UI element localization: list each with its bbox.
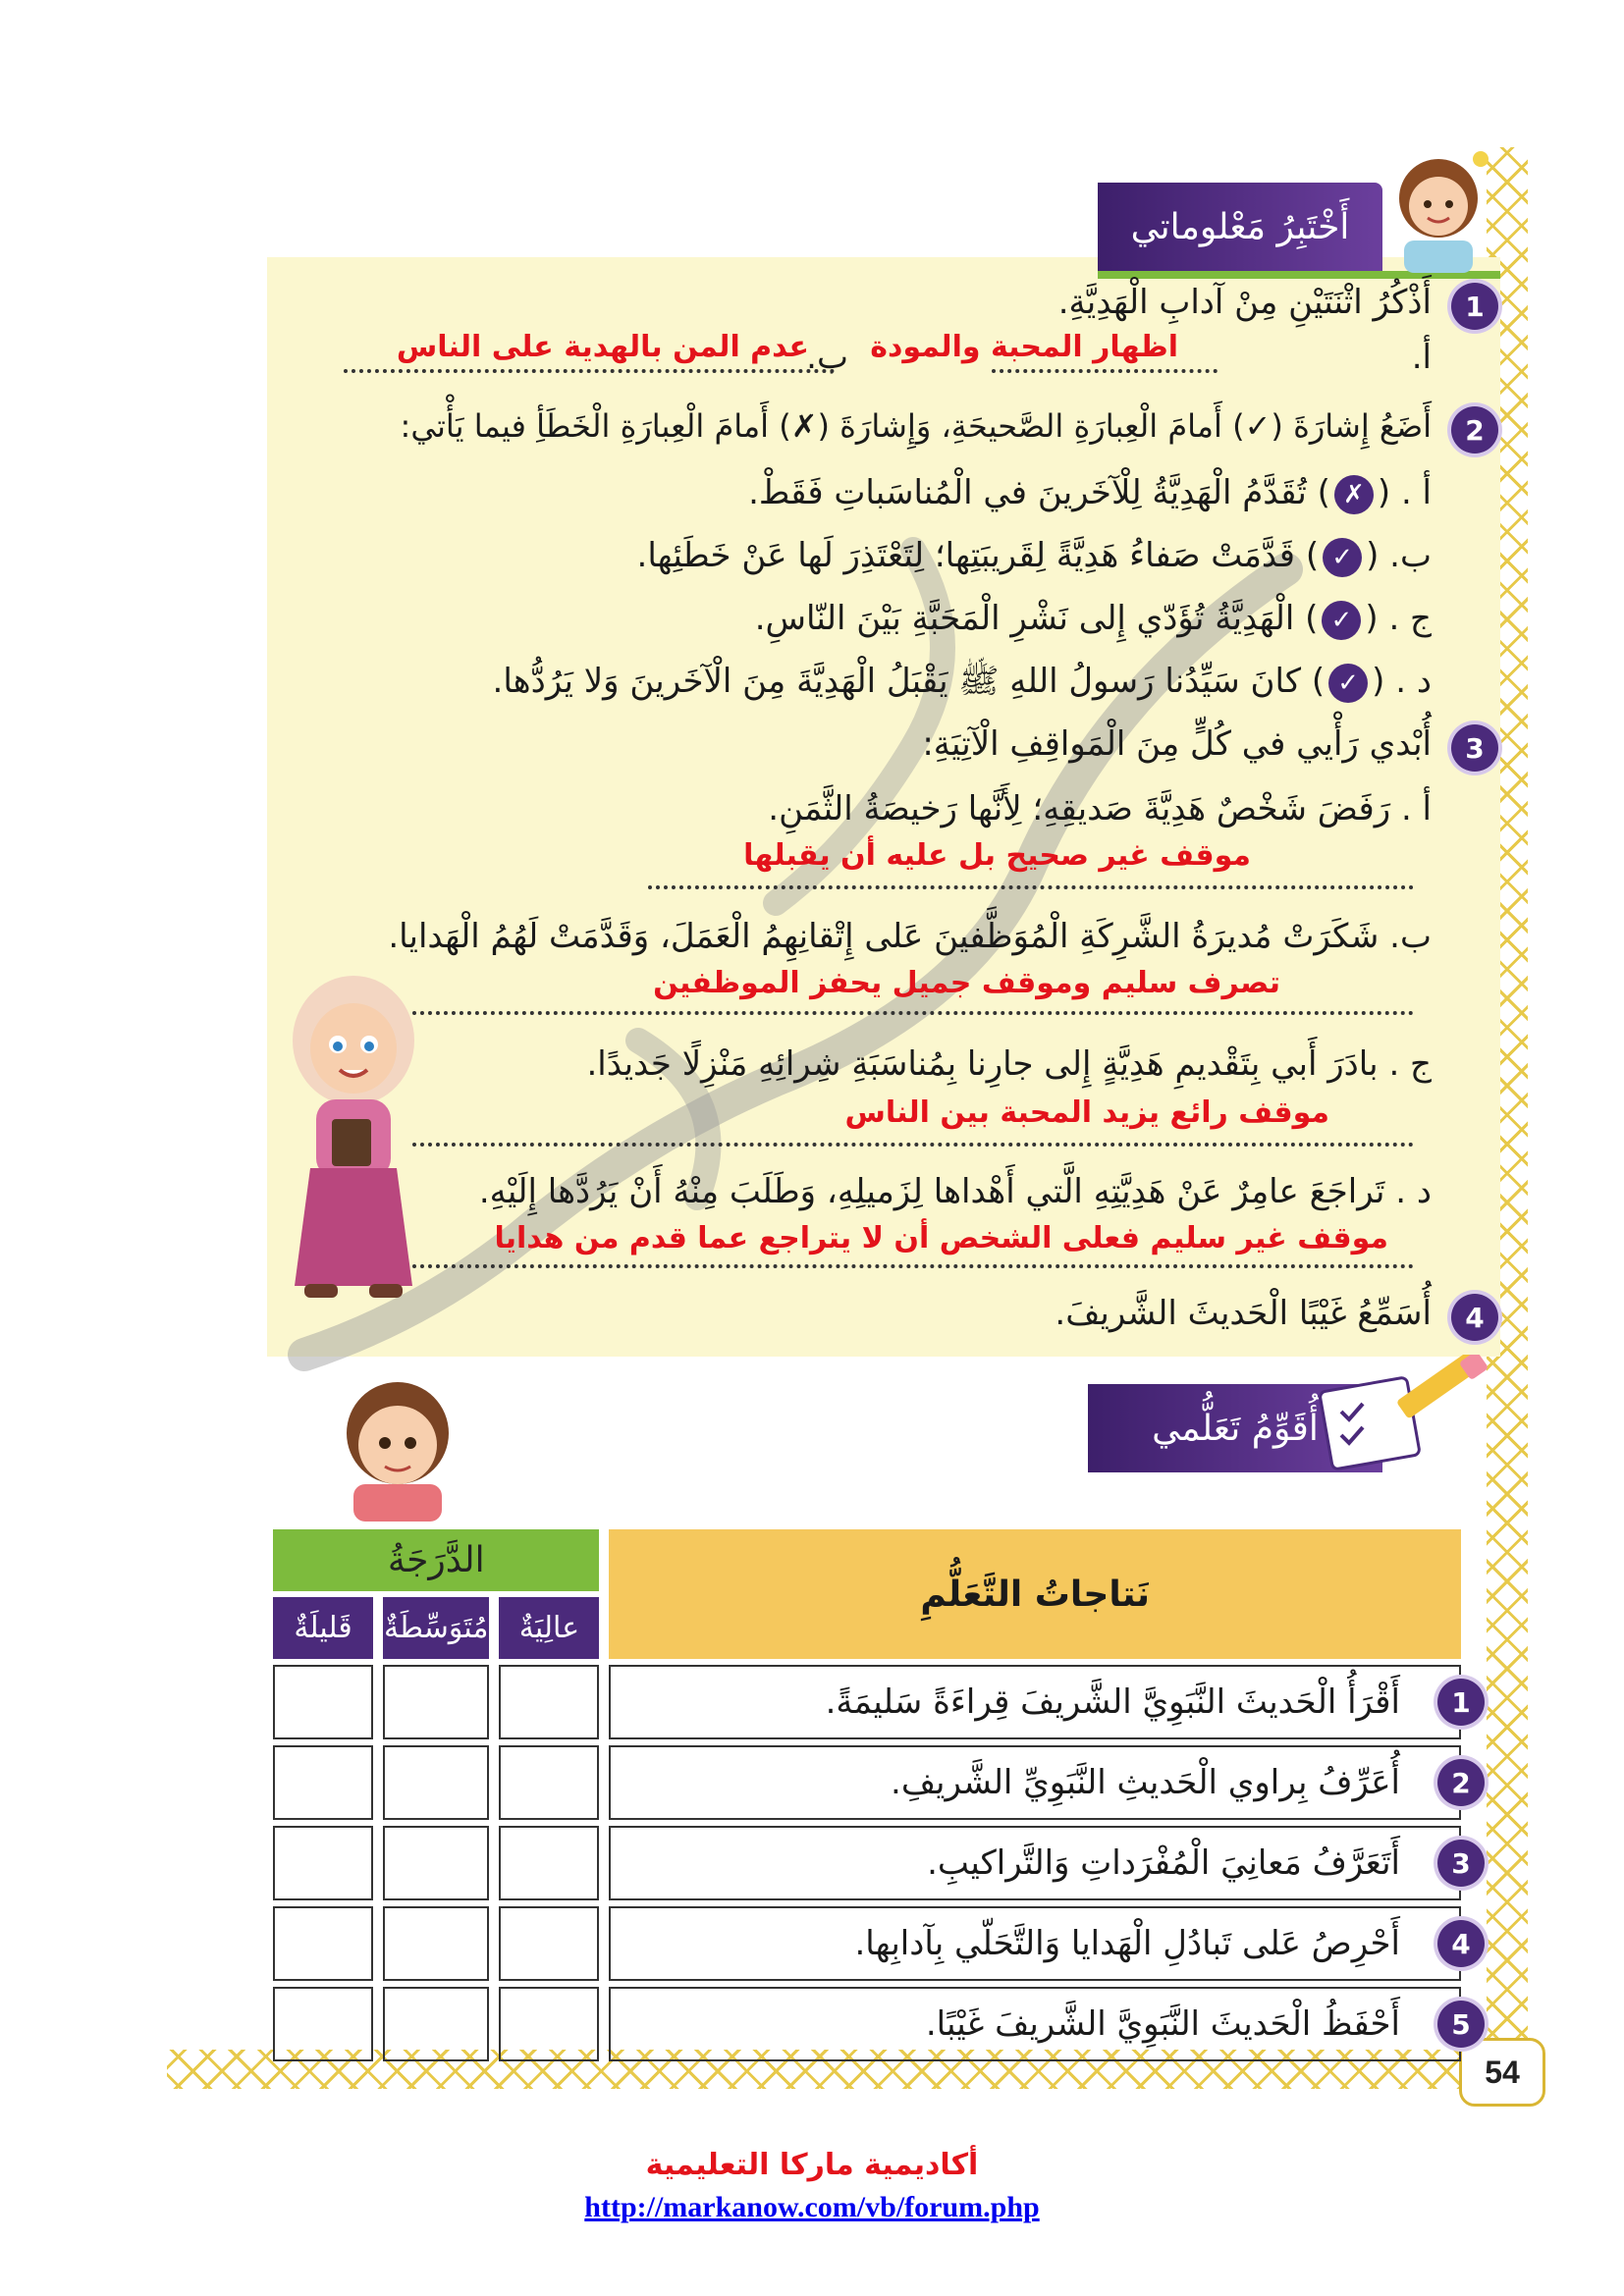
rating-low-box[interactable] (273, 1665, 373, 1739)
outcome-cell (609, 1987, 1471, 2061)
q3-item-label: ج . (1388, 1044, 1432, 1084)
q3-item-text: بادَرَ أَبي بِتَقْديمِ هَدِيَّةٍ إِلى جارِنا بِمُناسَبَةِ شِرائِهِ مَنْزِلًا جَديدًا. (586, 1044, 1379, 1084)
outcome-number: 3 (1437, 1840, 1485, 1887)
q3-answer-a: موقف غير صحيح بل عليه أن يقبلها (743, 838, 1251, 873)
q2-item-label: ج . (1388, 599, 1432, 638)
outcome-text: أَحْفَظُ الْحَديثَ النَّبَوِيَّ الشَّريفَ غَيْبًا. (925, 2004, 1400, 2044)
q2-item-label: ب. (1389, 536, 1432, 575)
question-4-text: أُسَمِّعُ غَيْبًا الْحَديثَ الشَّريفَ. (1055, 1294, 1432, 1333)
question-number-3: 3 (1451, 724, 1498, 772)
question-1-text: أَذْكُرُ اثْنَتَيْنِ مِنْ آدابِ الْهَدِيَّةِ. (1057, 283, 1432, 322)
q3-item-text: تَراجَعَ عامِرٌ عَنْ هَدِيَّتِهِ الَّتي أَهْداها لِزَميلِهِ، وَطَلَبَ مِنْهُ أَنْ يَرُدَّها إِلَيْهِ. (478, 1172, 1385, 1211)
pencil-checklist-icon (1306, 1355, 1492, 1472)
q3-item-a (768, 785, 1432, 832)
q2-item-label: أ . (1400, 473, 1432, 512)
table-row (273, 1906, 1461, 1981)
q3-item-c (586, 1041, 1432, 1088)
rating-medium-box[interactable] (383, 1826, 489, 1900)
table-row (273, 1745, 1461, 1820)
q2-item-text: كانَ سَيِّدُنا رَسولُ اللهِ ﷺ يَقْبَلُ الْهَدِيَّةَ مِنَ الْآخَرينَ وَلا يَرُدُّها. (492, 662, 1302, 701)
rating-medium-box[interactable] (383, 1745, 489, 1820)
degree-header: الدَّرَجَةُ (273, 1529, 599, 1591)
level-low-header: قَليلَةٌ (273, 1597, 373, 1659)
rating-high-box[interactable] (499, 1745, 599, 1820)
q2-item-label: د . (1395, 662, 1432, 701)
q1-answer-line-a (992, 369, 1218, 373)
rating-medium-box[interactable] (383, 1987, 489, 2061)
outcome-text: أَتَعَرَّفُ مَعانِيَ الْمُفْرَداتِ وَالتَّراكيبِ. (927, 1843, 1400, 1883)
footer-forum-link[interactable]: http://markanow.com/vb/forum.php (584, 2191, 1040, 2223)
rating-low-box[interactable] (273, 1987, 373, 2061)
q3-answer-line-b (412, 1011, 1414, 1015)
rating-high-box[interactable] (499, 1665, 599, 1739)
q3-item-d (479, 1168, 1432, 1215)
question-number-2: 2 (1451, 406, 1498, 454)
boy-thinking-illustration (324, 1374, 471, 1522)
q2-item-text: الْهَدِيَّةُ تُؤَدّي إِلى نَشْرِ الْمَحَبَّةِ بَيْنَ النّاسِ. (754, 599, 1295, 638)
q3-item-label: أ . (1400, 789, 1432, 828)
section-title-test-knowledge: أَخْتَبِرُ مَعْلوماتي (1098, 183, 1382, 271)
q2-item-b: ب. (✓) قَدَّمَتْ صَفاءُ هَدِيَّةً لِقَريبَتِها؛ لِتَعْتَذِرَ لَها عَنْ خَطَئِها. (636, 536, 1432, 575)
outcome-cell (609, 1745, 1471, 1820)
outcome-cell (609, 1826, 1471, 1900)
q2-item-text: تُقَدَّمُ الْهَدِيَّةُ لِلْآخَرينَ في الْمُناسَباتِ فَقَطْ. (748, 473, 1307, 512)
outcome-text: أَقْرَأُ الْحَديثَ النَّبَوِيَّ الشَّريفَ قِراءَةً سَليمَةً. (825, 1682, 1400, 1722)
outcome-number: 4 (1437, 1920, 1485, 1967)
rating-medium-box[interactable] (383, 1906, 489, 1981)
outcome-number: 5 (1437, 2001, 1485, 2048)
outcome-text: أُعَرِّفُ بِراوي الْحَديثِ النَّبَوِيِّ الشَّريفِ. (891, 1763, 1400, 1802)
self-assessment-table (263, 1523, 1471, 2067)
q1-label-b: ب. (806, 338, 848, 377)
outcome-cell (609, 1906, 1471, 1981)
rating-low-box[interactable] (273, 1826, 373, 1900)
question-number-1: 1 (1451, 283, 1498, 330)
girl-thinking-icon (1384, 147, 1492, 273)
q1-answer-line-b (344, 369, 835, 373)
girl-holding-book-illustration (275, 972, 432, 1306)
question-3-text: أُبْدي رَأْيي في كُلٍّ مِنَ الْمَواقِفِ الْآتِيَةِ: (922, 724, 1432, 764)
rating-low-box[interactable] (273, 1745, 373, 1820)
section-title-self-assessment: أُقَوِّمُ تَعَلُّمي (1088, 1384, 1382, 1472)
q3-answer-d: موقف غير سليم فعلى الشخص أن لا يتراجع عما قدم من هدايا (494, 1221, 1388, 1255)
level-medium-header: مُتَوَسِّطَةٌ (383, 1597, 489, 1659)
q3-answer-line-a (648, 885, 1414, 889)
rating-high-box[interactable] (499, 1826, 599, 1900)
outcome-number: 1 (1437, 1679, 1485, 1726)
q1-label-a: أ. (1411, 338, 1432, 377)
q3-item-text: شَكَرَتْ مُديرَةُ الشَّرِكَةِ الْمُوَظَّفينَ عَلى إِتْقانِهِمُ الْعَمَلَ، وَقَدَّمَتْ لَهُمُ الْهَدايا. (388, 917, 1380, 956)
outcome-text: أَحْرِصُ عَلى تَبادُلِ الْهَدايا وَالتَّحَلّي بِآدابِها. (854, 1924, 1400, 1963)
level-high-header: عالِيَةٌ (499, 1597, 599, 1659)
cross-mark-icon: ✗ (1334, 475, 1374, 514)
q3-item-b (388, 913, 1432, 960)
check-mark-icon: ✓ (1328, 664, 1368, 703)
outcome-cell (609, 1665, 1471, 1739)
q3-item-text: رَفَضَ شَخْصٌ هَدِيَّةَ صَديقِهِ؛ لِأَنَّها رَخيصَةُ الثَّمَنِ. (768, 789, 1391, 828)
q2-item-d: د . (✓) كانَ سَيِّدُنا رَسولُ اللهِ ﷺ يَقْبَلُ الْهَدِيَّةَ مِنَ الْآخَرينَ وَلا يَرُدُّها. (492, 662, 1432, 701)
q1-answer-b: عدم المن بالهدية على الناس (396, 330, 809, 364)
q3-answer-line-d (412, 1264, 1414, 1268)
table-row (273, 1987, 1461, 2061)
check-mark-icon: ✓ (1322, 601, 1361, 640)
footer-academy-name: أكاديمية ماركا التعليمية (645, 2148, 979, 2182)
rating-low-box[interactable] (273, 1906, 373, 1981)
q3-answer-b: تصرف سليم وموقف جميل يحفز الموظفين (653, 966, 1280, 1000)
page-number: 54 (1459, 2038, 1545, 2107)
outcomes-header: نَتاجاتُ التَّعَلُّمِ (609, 1529, 1461, 1659)
table-row (273, 1826, 1461, 1900)
q2-item-text: قَدَّمَتْ صَفاءُ هَدِيَّةً لِقَريبَتِها؛ لِتَعْتَذِرَ لَها عَنْ خَطَئِها. (636, 536, 1296, 575)
rating-high-box[interactable] (499, 1987, 599, 2061)
question-2-text: أَضَعُ إِشارَةَ (✓) أَمامَ الْعِبارَةِ الصَّحيحَةِ، وَإِشارَةَ (✗) أَمامَ الْعِبارَةِ الْخَطَأِ فيما يَأْتي: (400, 407, 1432, 445)
rating-high-box[interactable] (499, 1906, 599, 1981)
q3-answer-c: موقف رائع يزيد المحبة بين الناس (844, 1095, 1329, 1130)
check-mark-icon: ✓ (1323, 538, 1362, 577)
rating-medium-box[interactable] (383, 1665, 489, 1739)
outcome-number: 2 (1437, 1759, 1485, 1806)
question-number-4: 4 (1451, 1294, 1498, 1341)
q3-item-label: ب. (1389, 917, 1432, 956)
q2-item-c: ج . (✓) الْهَدِيَّةُ تُؤَدّي إِلى نَشْرِ الْمَحَبَّةِ بَيْنَ النّاسِ. (754, 599, 1432, 638)
q3-answer-line-c (412, 1143, 1414, 1147)
q2-item-a: أ . (✗) تُقَدَّمُ الْهَدِيَّةُ لِلْآخَرينَ في الْمُناسَباتِ فَقَطْ. (748, 473, 1432, 512)
q3-item-label: د . (1395, 1172, 1432, 1211)
table-row (273, 1665, 1461, 1739)
q1-answer-a: اظهار المحبة والمودة (870, 330, 1178, 364)
